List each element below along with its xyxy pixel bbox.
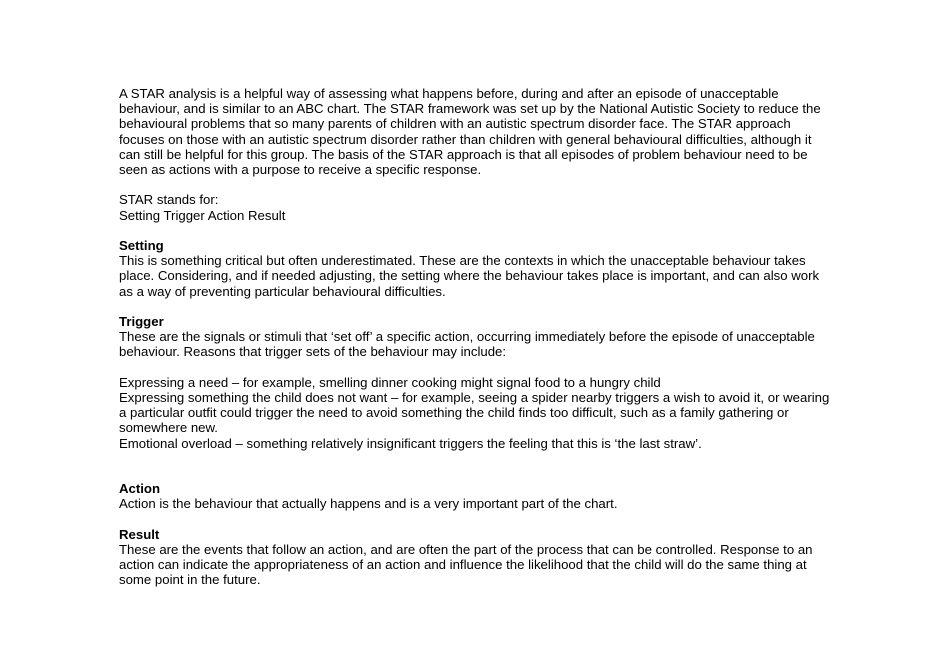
intro-paragraph: A STAR analysis is a helpful way of assessing what happens before, during and after an episode of unacceptable behaviour, and is similar to an ABC chart. The STAR framework was set up by the National Autistic Society to reduce the behavioural problems that so many parents of children with an autistic spectrum disorder face. The STAR approach focuses on those with an autistic spectrum disorder rather than children with general behavioural difficulties, although it can still be helpful for this group. The basis of the STAR approach is that all episodes of problem behaviour need to be seen as actions with a purpose to receive a specific response. <box>119 86 821 178</box>
trigger-body: These are the signals or stimuli that ‘set off’ a specific action, occurring immediately before the episode of unacceptable behaviour. Reasons that trigger sets of the behaviour may include: <box>119 329 815 360</box>
trigger-reasons-list <box>119 375 835 451</box>
stands-for-label: STAR stands for: <box>119 192 219 208</box>
trigger-reason-item: Expressing a need – for example, smelling dinner cooking might signal food to a hungry child <box>119 374 661 390</box>
setting-body: This is something critical but often underestimated. These are the contexts in which the unacceptable behaviour takes place. Considering, and if needed adjusting, the setting where the behaviour takes place is important, and can also work as a way of preventing particular behavioural difficulties. <box>119 253 820 299</box>
stands-for-acronym: Setting Trigger Action Result <box>119 207 286 223</box>
stands-for-section <box>119 192 835 222</box>
trigger-heading: Trigger <box>119 314 164 329</box>
spacer <box>119 466 835 481</box>
setting-heading: Setting <box>119 238 164 253</box>
action-section <box>119 481 835 511</box>
setting-section <box>119 238 835 299</box>
result-section <box>119 527 835 588</box>
spacer <box>119 451 835 466</box>
trigger-reason-item: Expressing something the child does not want – for example, seeing a spider nearby triggers a wish to avoid it, or wearing a particular outfit could trigger the need to avoid something the child finds too difficult, such as a family gathering or somewhere new. <box>119 390 830 436</box>
trigger-section <box>119 314 835 360</box>
trigger-reason-item: Emotional overload – something relatively insignificant triggers the feeling that this is ‘the last straw’. <box>119 435 702 451</box>
result-heading: Result <box>119 526 160 542</box>
document-page <box>119 86 835 588</box>
action-heading: Action <box>119 481 161 497</box>
result-body: These are the events that follow an action, and are often the part of the process that can be controlled. Response to an action can indicate the appropriateness of an action and influence the likelihood that the child will do the same thing at some point in the future. <box>119 541 813 588</box>
action-body: Action is the behaviour that actually happens and is a very important part of the chart. <box>119 496 618 512</box>
